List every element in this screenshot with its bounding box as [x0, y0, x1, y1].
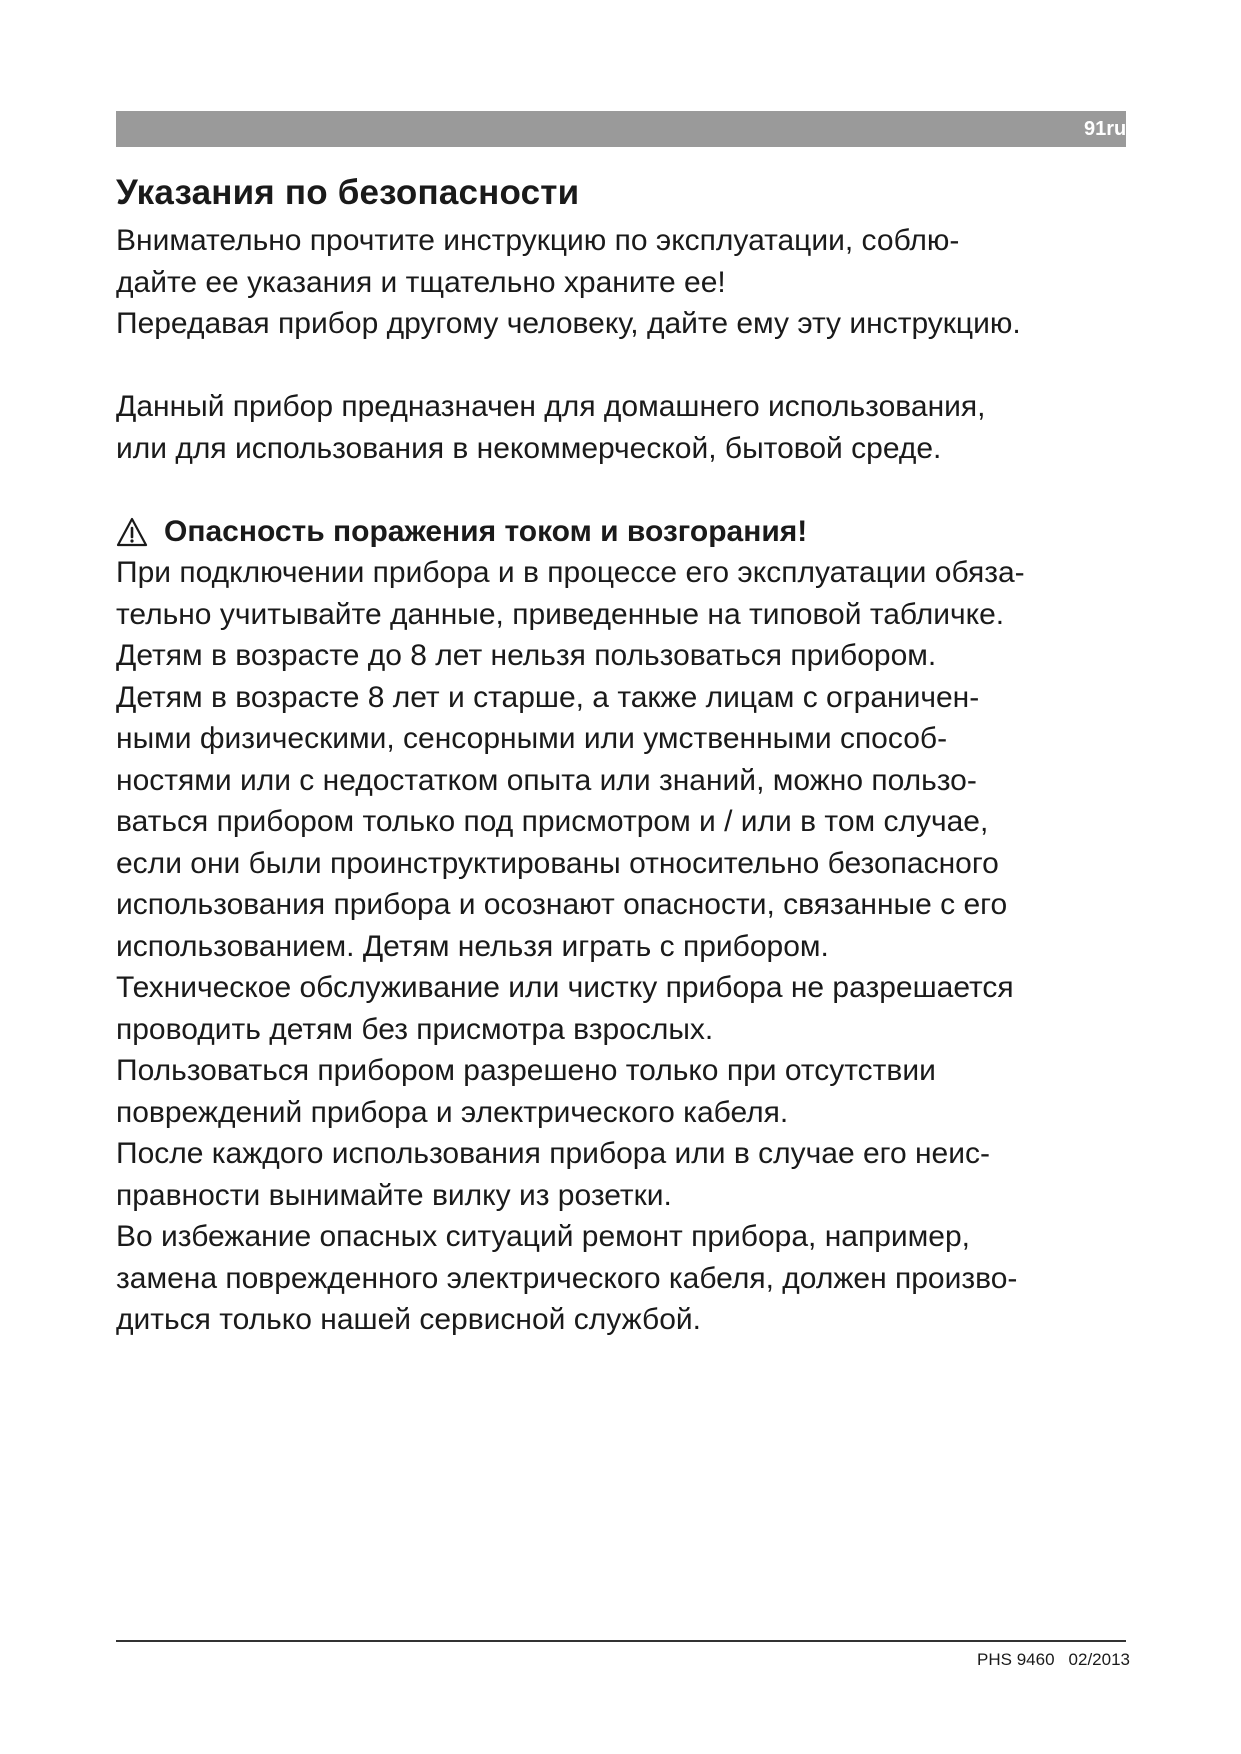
text-line: Детям в возрасте до 8 лет нельзя пользоваться прибором. [116, 639, 937, 672]
header-bar [116, 111, 1126, 147]
text-line: Детям в возрасте 8 лет и старше, а также лицам с ограничен- [116, 680, 980, 714]
text-line: проводить детям без присмотра взрослых. [116, 1012, 714, 1046]
intro-paragraph [116, 220, 1146, 345]
text-line: Передавая прибор другому человеку, дайте ему эту инструкцию. [116, 307, 1021, 340]
text-line: Данный прибор предназначен для домашнего использования, [116, 390, 986, 423]
text-line: Во избежание опасных ситуаций ремонт прибора, например, [116, 1220, 970, 1253]
purpose-paragraph [116, 386, 1146, 469]
footer-rule [116, 1640, 1126, 1642]
warning-heading-text: Опасность поражения током и возгорания! [164, 514, 808, 548]
text-line: или для использования в некоммерческой, бытовой среде. [116, 431, 942, 465]
text-line: ными физическими, сенсорными или умственными способ- [116, 722, 948, 755]
text-line: Техническое обслуживание или чистку прибора не разрешается [116, 971, 1014, 1004]
safety-body [116, 552, 1146, 1341]
text-line: При подключении прибора и в процессе его эксплуатации обяза- [116, 556, 1025, 589]
footer-date: 02/2013 [1068, 1650, 1130, 1669]
text-line: ваться прибором только под присмотром и / или в том случае, [116, 805, 989, 838]
text-line: использования прибора и осознают опасности, связанные с его [116, 888, 1008, 921]
page-title: Указания по безопасности [116, 173, 580, 212]
paragraph-gap [116, 345, 1146, 387]
text-line: Внимательно прочтите инструкцию по эксплуатации, соблю- [116, 224, 960, 257]
footer-model: PHS 9460 [977, 1650, 1055, 1669]
text-line: диться только нашей сервисной службой. [116, 1303, 701, 1336]
text-line: если они были проинструктированы относительно безопасного [116, 846, 999, 880]
text-line: дайте ее указания и тщательно храните ее! [116, 265, 726, 299]
text-line: ностями или с недостатком опыта или знаний, можно пользо- [116, 763, 977, 797]
text-line: Пользоваться прибором разрешено только при отсутствии [116, 1054, 936, 1087]
text-line: использованием. Детям нельзя играть с прибором. [116, 929, 829, 963]
paragraph-gap [116, 469, 1146, 511]
text-line: правности вынимайте вилку из розетки. [116, 1178, 672, 1212]
text-line: тельно учитывайте данные, приведенные на типовой табличке. [116, 597, 1005, 631]
footer [977, 1650, 1130, 1670]
page-number: 91ru [1084, 118, 1126, 140]
text-line: повреждений прибора и электрического кабеля. [116, 1095, 789, 1129]
page-content [116, 168, 1146, 1341]
warning-heading [116, 511, 1146, 553]
text-line: замена поврежденного электрического кабеля, должен произво- [116, 1261, 1018, 1295]
warning-triangle-icon [116, 517, 148, 547]
text-line: После каждого использования прибора или в случае его неис- [116, 1137, 990, 1170]
